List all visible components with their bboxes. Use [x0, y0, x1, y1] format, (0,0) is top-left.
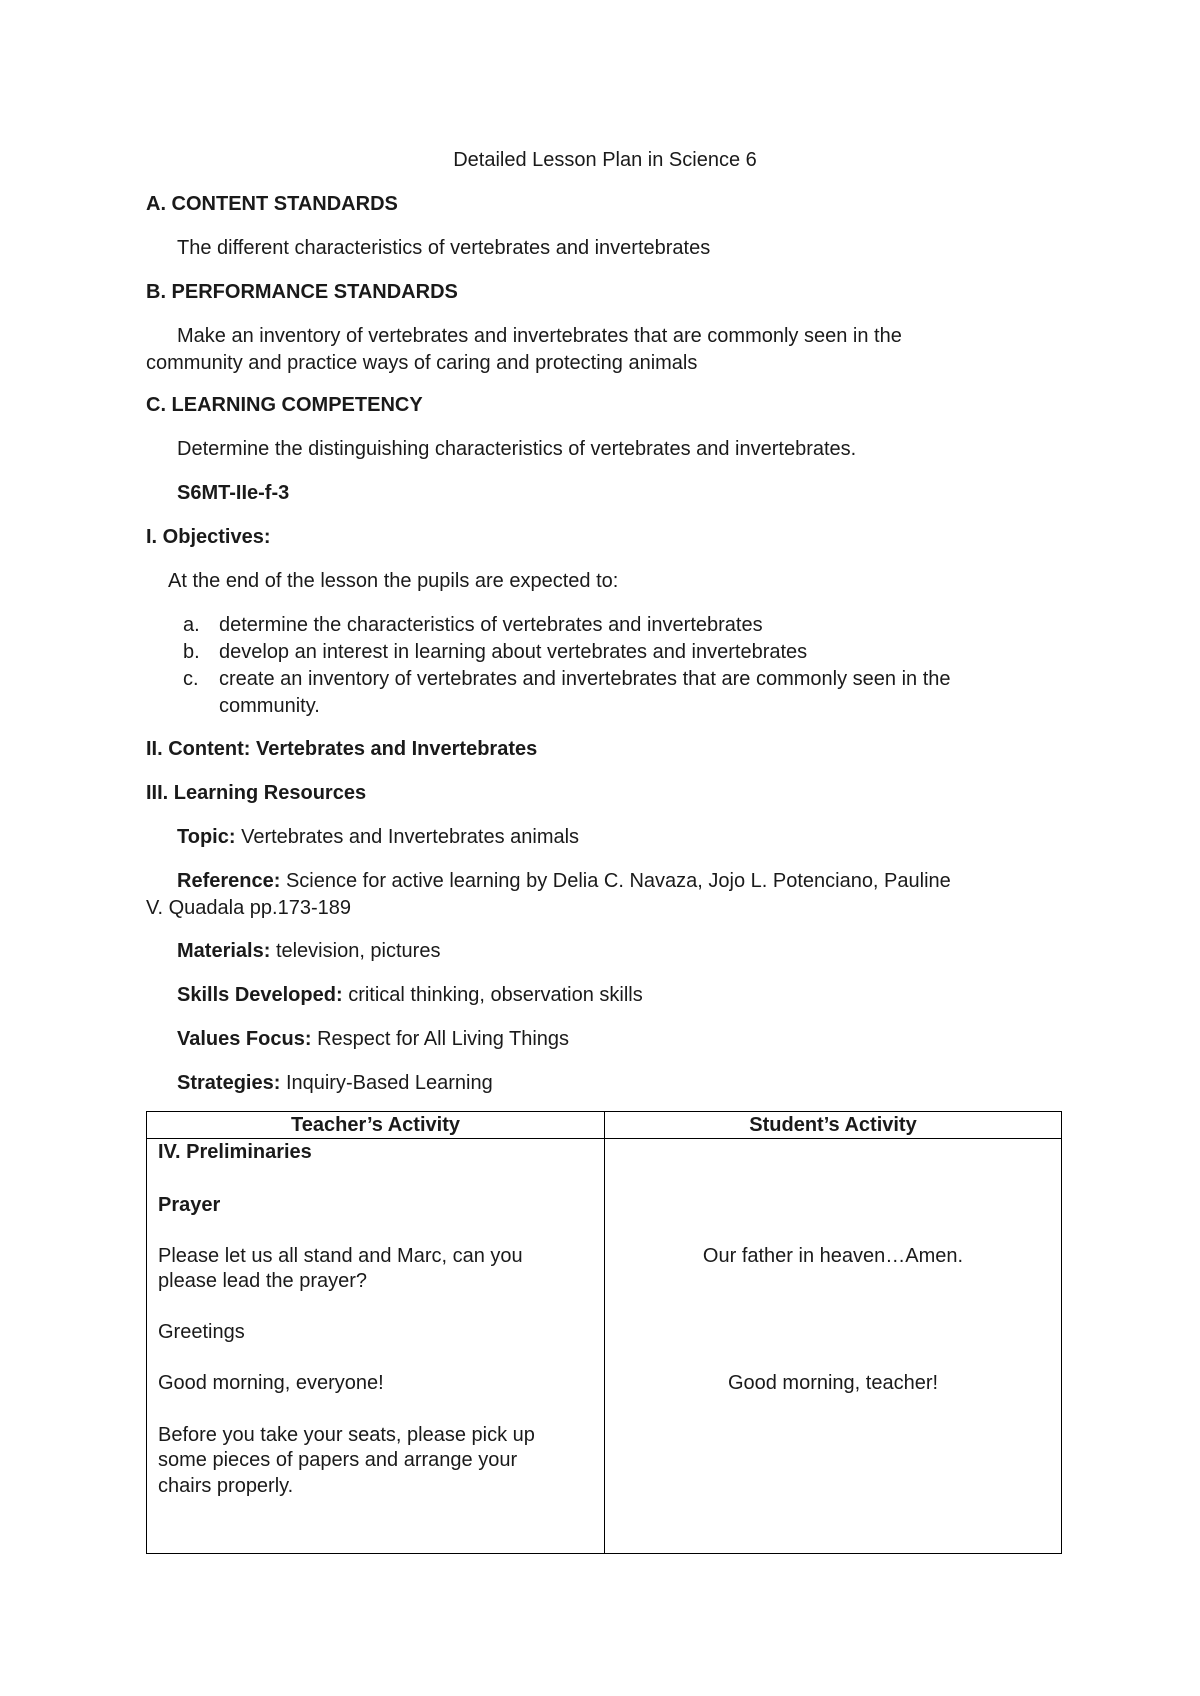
seats-text-line1: Before you take your seats, please pick up — [158, 1424, 535, 1446]
list-item-letter: a. — [183, 614, 200, 636]
topic-value: Vertebrates and Invertebrates animals — [241, 826, 580, 848]
materials-line — [177, 939, 440, 963]
list-item: develop an interest in learning about vertebrates and invertebrates — [219, 641, 808, 663]
objectives-intro: At the end of the lesson the pupils are expected to: — [168, 570, 619, 592]
skills-label: Skills Developed: — [177, 984, 343, 1006]
table-row — [147, 1139, 1062, 1554]
preliminaries-heading: IV. Preliminaries — [158, 1141, 312, 1163]
teacher-activity-header: Teacher’s Activity — [147, 1112, 605, 1139]
prayer-response: Our father in heaven…Amen. — [702, 1245, 964, 1267]
performance-standards-heading: B. PERFORMANCE STANDARDS — [146, 281, 458, 303]
seats-text-line2: some pieces of papers and arrange your — [158, 1449, 518, 1471]
topic-label: Topic: — [177, 826, 236, 848]
reference-label: Reference: — [177, 870, 281, 892]
materials-value: television, pictures — [275, 940, 441, 962]
prayer-heading: Prayer — [158, 1194, 221, 1216]
list-item: determine the characteristics of vertebrates and invertebrates — [219, 614, 763, 636]
values-label: Values Focus: — [177, 1028, 312, 1050]
list-item: create an inventory of vertebrates and invertebrates that are commonly seen in the — [219, 668, 951, 690]
strategies-value: Inquiry-Based Learning — [285, 1072, 493, 1094]
content-standards-heading: A. CONTENT STANDARDS — [146, 193, 398, 215]
list-item-letter: b. — [183, 641, 200, 663]
learning-competency-text: Determine the distinguishing characteristics of vertebrates and invertebrates. — [177, 438, 857, 460]
teacher-activity-cell — [147, 1139, 605, 1554]
materials-label: Materials: — [177, 940, 271, 962]
topic-line — [177, 825, 579, 849]
greetings-heading: Greetings — [158, 1321, 245, 1343]
competency-code: S6MT-IIe-f-3 — [177, 482, 290, 504]
skills-line — [177, 983, 643, 1007]
greeting-text: Good morning, everyone! — [158, 1372, 384, 1394]
prayer-text-line1: Please let us all stand and Marc, can you — [158, 1245, 523, 1267]
strategies-label: Strategies: — [177, 1072, 281, 1094]
reference-value: Science for active learning by Delia C. Navaza, Jojo L. Potenciano, Pauline — [285, 870, 951, 892]
greeting-response: Good morning, teacher! — [727, 1372, 939, 1394]
values-line — [177, 1027, 569, 1051]
content-heading: II. Content: Vertebrates and Invertebrates — [146, 738, 538, 760]
reference-line2: V. Quadala pp.173-189 — [146, 897, 351, 919]
learning-competency-heading: C. LEARNING COMPETENCY — [146, 394, 423, 416]
strategies-line — [177, 1071, 493, 1095]
student-activity-cell — [605, 1139, 1062, 1554]
prayer-text-line2: please lead the prayer? — [158, 1270, 368, 1292]
list-item-continuation: community. — [219, 695, 320, 717]
content-standards-text: The different characteristics of vertebrates and invertebrates — [177, 237, 711, 259]
table-header-row — [147, 1112, 1062, 1139]
list-item-letter: c. — [183, 668, 199, 690]
values-value: Respect for All Living Things — [317, 1028, 570, 1050]
learning-resources-heading: III. Learning Resources — [146, 782, 367, 804]
student-activity-header: Student’s Activity — [605, 1112, 1062, 1139]
skills-value: critical thinking, observation skills — [348, 984, 643, 1006]
page-title: Detailed Lesson Plan in Science 6 — [453, 149, 757, 171]
objectives-heading: I. Objectives: — [146, 526, 271, 548]
performance-standards-line1: Make an inventory of vertebrates and invertebrates that are commonly seen in the — [177, 325, 902, 347]
reference-line1 — [177, 869, 951, 893]
seats-text-line3: chairs properly. — [158, 1475, 294, 1497]
performance-standards-line2: community and practice ways of caring and protecting animals — [146, 352, 698, 374]
activity-table — [146, 1111, 1062, 1554]
